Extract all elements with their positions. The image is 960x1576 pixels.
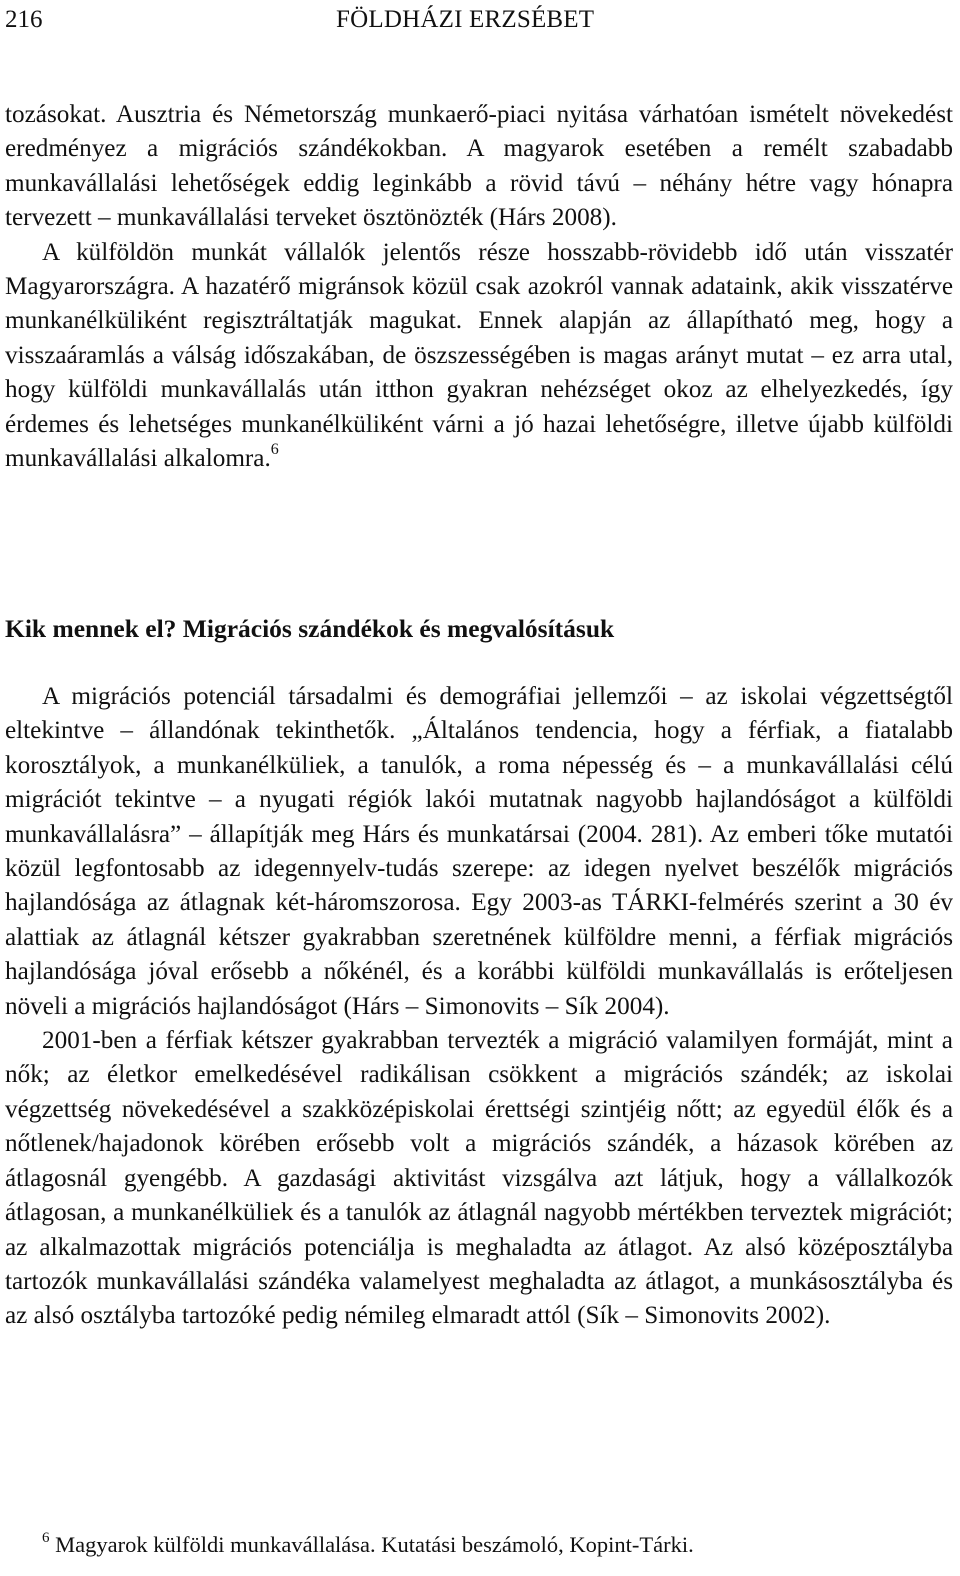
running-title: FÖLDHÁZI ERZSÉBET	[336, 6, 595, 33]
section-body	[5, 680, 953, 1334]
footnote	[42, 1529, 942, 1561]
paragraph-text: A külföldön munkát vállalók jelentős része hosszabb-rövidebb idő után visszatér Magyarországra. A hazatérő migránsok közül csak azokról vannak adataink, akik visszatérve munkanélküliként regisztráltatják magukat. Ennek alapján az állapítható meg, hogy a visszaáramlás a válság időszakában, de öszszességében is magas arányt mutat – ez arra utal, hogy külföldi munkavállalás után itthon gyakran nehézséget okoz az elhelyezkedés, így érdemes és lehetséges munkanélküliként várni a jó hazai lehetőségre, illetve újabb külföldi munkavállalási alkalomra.	[5, 238, 953, 473]
paragraph-continued: tozásokat. Ausztria és Németország munkaerő-piaci nyitása várhatóan ismételt növekedést eredményez a migrációs szándékokban. A magyarok esetében a remélt szabadabb munkavállalási lehetőségek eddig leginkább a rövid távú – néhány hétre vagy hónapra tervezett – munkavállalási terveket ösztönözték (Hárs 2008).	[5, 101, 953, 232]
paragraph-migration-potential: A migrációs potenciál társadalmi és demográfiai jellemzői – az iskolai végzettségtől eltekintve – állandónak tekinthetők. „Általános tendencia, hogy a férfiak, a fiatalabb korosztályok, a munkanélküliek, a tanulók, a roma népesség és – a munkavállalási célú migrációt tekintve – a nyugati régiók lakói mutatnak nagyobb hajlandóságot a külföldi munkavállalásra” – állapítják meg Hárs és munkatársai (2004. 281). Az emberi tőke mutatói közül legfontosabb az idegennyelv-tudás szerepe: az idegen nyelvet beszélők migrációs hajlandósága az átlagnak két-háromszorosa. Egy 2003-as TÁRKI-felmérés szerint a 30 év alattiak az átlagnál kétszer gyakrabban szeretnének külföldre menni, a férfiak migrációs hajlandósága jóval erősebb a nőkénél, és a korábbi külföldi munkavállalás is erőteljesen növeli a migrációs hajlandóságot (Hárs – Simonovits – Sík 2004).	[5, 683, 953, 1020]
footnote-marker: 6	[42, 1530, 50, 1546]
page-header	[5, 2, 953, 42]
section-heading: Kik mennek el? Migrációs szándékok és megvalósításuk	[5, 614, 615, 643]
paragraph-2001-findings: 2001-ben a férfiak kétszer gyakrabban tervezték a migráció valamilyen formáját, mint a nők; az életkor emelkedésével radikálisan csökkent a migrációs szándék; az iskolai végzettség növekedésével a szakközépiskolai érettségi szintjéig nőtt; az egyedül élők és a nőtlenek/hajadonok körében erősebb volt a migrációs szándék, a házasok körében az átlagosnál gyengébb. A gazdasági aktivitást vizsgálva azt látjuk, hogy a vállalkozók átlagosan, a munkanélküliek és a tanulók az átlagnál nagyobb mértékben terveztek migrációt; az alkalmazottak migrációs potenciálja is meghaladta az átlagot. Az alsó középosztályba tartozók munkavállalási szándéka valamelyest meghaladta az átlagot, a munkásosztályba és az alsó osztályba tartozóké pedig némileg elmaradt attól (Sík – Simonovits 2002).	[5, 1027, 953, 1330]
page-number: 216	[5, 6, 43, 33]
footnote-reference[interactable]: 6	[270, 441, 279, 459]
paragraph-return-migration	[5, 236, 953, 477]
footnote-text: Magyarok külföldi munkavállalása. Kutatási beszámoló, Kopint-Tárki.	[49, 1532, 694, 1557]
body-text	[5, 98, 953, 476]
